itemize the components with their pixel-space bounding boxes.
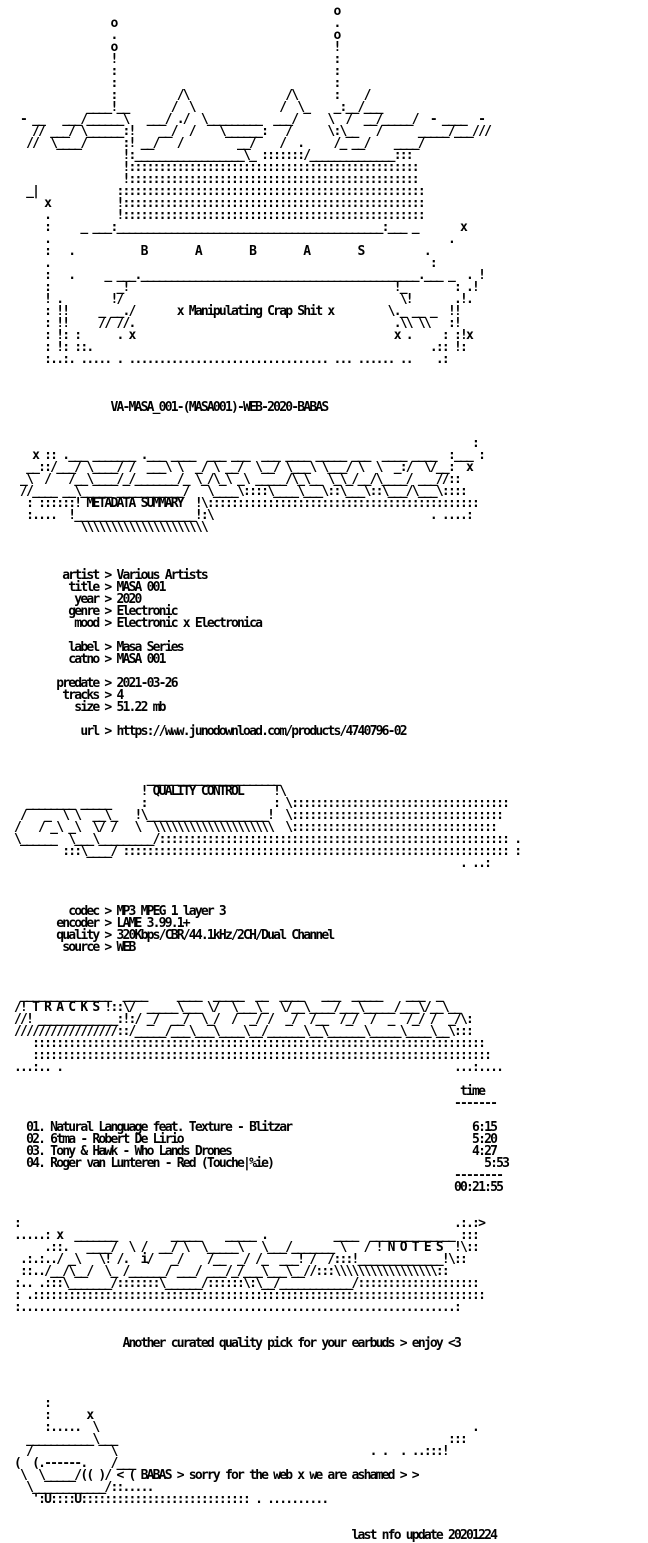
nfo-line: !::::::::::::::::::::::::::::::::::::::::::::::::: [8, 172, 418, 187]
nfo-line: [0, 534, 648, 546]
nfo-line: // \____/ :! __/ / __/ / . /_ __/ ____/: [8, 136, 424, 151]
nfo-line: :.... !____________________!:\ . ....:: [8, 508, 473, 523]
nfo-line: : .:.:>: [8, 1216, 485, 1231]
nfo-line: : !: ::. .:: !:: [8, 340, 467, 355]
nfo-line: :::\____/ :::::::::::::::::::::::::::::::::::::::::::::::::::::::::::::::: :: [8, 844, 521, 859]
nfo-line: / _ \ \ __\_ !\____________________! \:::::::::::::::::::::::::::::::::::: [8, 808, 503, 823]
nfo-line: !::::::::::::::::::::::::::::::::::::::::::::::::: [8, 160, 418, 175]
nfo-line: [0, 870, 648, 882]
nfo-line: __::/___/ \____/ / ___\ \ _/ \ __/ \__/ \___\ \___/ \ \ _:/ \/__: x: [8, 460, 473, 475]
nfo-line: encoder > LAME 3.99.1+: [8, 916, 189, 931]
nfo-line: _\ / /__\____/_/_______/_ \_/\_\ _\ _____/\_\__ \_\_/__/\____/ ___//::: [8, 472, 461, 487]
nfo-line: x :: .___ _______ .___ ____ ___ ___ ___ ____ _____ ___ ____ ____ :___ :: [8, 448, 485, 463]
nfo-line: [0, 378, 648, 390]
nfo-ascii-document: [0, 4, 648, 1543]
nfo-line: . ..:: [8, 856, 491, 871]
nfo-line: / \ . . . ..:::!: [8, 1444, 448, 1459]
nfo-line: :: [8, 436, 479, 451]
nfo-line: : . B A B A S .: [8, 244, 430, 259]
nfo-line: [0, 1362, 648, 1374]
nfo-line: predate > 2021-03-26: [8, 676, 177, 691]
nfo-line: 03. Tony & Hawk - Who Lands Drones 4:27: [8, 1144, 497, 1159]
nfo-line: [0, 750, 648, 762]
nfo-line: ______________________: [8, 772, 280, 787]
nfo-line: [0, 414, 648, 426]
nfo-line: /////////////////::/_____/___\___\____\__/______\__\______\_____\____\__\:::: [8, 1024, 473, 1039]
nfo-line: last nfo update 20201224: [8, 1528, 497, 1543]
nfo-line: .:.:../ _\ \! /. i/ _/ /__ _/ /_ ___! / /:::!______________!\::: [8, 1252, 467, 1267]
nfo-line: [0, 738, 648, 750]
nfo-line: time: [8, 1084, 485, 1099]
nfo-line: x !::::::::::::::::::::::::::::::::::::::::::::::::::: [8, 196, 424, 211]
nfo-line: : _! !_ : .!: [8, 280, 479, 295]
nfo-line: ::::::::::::::::::::::::::::::::::::::::::::::::::::::::::::::::::::::::::::: [8, 1048, 491, 1063]
nfo-line: :.. .:::\_______/:::::::\______/::::::\:\__/____________/::::::::::::::::::::: [8, 1276, 479, 1291]
nfo-line: /! T R A C K S !::\/ _____\___ \/ \___\_ \/__\____/___\_____/___\/__\__: [8, 1000, 461, 1015]
nfo-line: . .: [8, 232, 454, 247]
nfo-line: 02. 6tma - Robert De Lirio 5:20: [8, 1132, 497, 1147]
nfo-line: :..:. ..... . ................................. ... ...... .. .:: [8, 352, 448, 367]
nfo-line: //____ __\_____ ___________/ \____\::::\____\___\::\___\::\___/\___\::::: [8, 484, 467, 499]
nfo-line: 04. Roger van Lunteren - Red (Touche|%ie) 5:53: [8, 1156, 509, 1171]
nfo-line: _______________ ____ ____ _____ __ ____ ___ _____ ___ _: [8, 988, 442, 1003]
nfo-line: [0, 954, 648, 966]
nfo-line: genre > Electronic: [8, 604, 177, 619]
nfo-line: ( (.------. /___: [8, 1456, 135, 1471]
nfo-line: . :: [8, 256, 436, 271]
nfo-line: : :: [8, 76, 340, 91]
nfo-line: [0, 1386, 648, 1398]
nfo-line: ____!__ / \ / \_ _:__/___: [8, 100, 382, 115]
nfo-line: quality > 320Kbps/CBR/44.1kHz/2CH/Dual Channel: [8, 928, 334, 943]
nfo-line: : !! _ __./ x Manipulating Crap Shit x \._ __ _ !!: [8, 304, 461, 319]
nfo-line: _| :::::::::::::::::::::::::::::::::::::::::::::::::::: [8, 184, 424, 199]
nfo-line: [0, 966, 648, 978]
nfo-line: : x: [8, 1408, 93, 1423]
nfo-line: source > WEB: [8, 940, 135, 955]
nfo-line: o !: [8, 40, 340, 55]
nfo-line: \ \_____/(( )/ < ( BABAS > sorry for the web x we are ashamed > >: [8, 1468, 418, 1483]
nfo-line: : _ ___:____________________________________________:___ _ x: [8, 220, 467, 235]
nfo-line: ':U::::U:::::::::::::::::::::::::::: . ..........: [8, 1492, 328, 1507]
nfo-line: [0, 1374, 648, 1386]
nfo-line: [0, 1506, 648, 1518]
nfo-line: mood > Electronic x Electronica: [8, 616, 262, 631]
nfo-line: :........................................................................:: [8, 1300, 461, 1315]
nfo-line: // ___/ \______:! __/ / \______: / \:\__ / _____/___///: [8, 124, 491, 139]
nfo-line: o .: [8, 16, 340, 31]
nfo-line: :..... \ .: [8, 1420, 479, 1435]
nfo-line: : . _ ___.______________________________________________.___ _ . !: [8, 268, 485, 283]
nfo-line: ! :: [8, 52, 340, 67]
nfo-line: - __ ___/______\ ___/ ./ \_________ ___/ \ / __/_____/ - ____ -: [8, 112, 485, 127]
nfo-line: :: [8, 1396, 51, 1411]
nfo-line: . o: [8, 28, 340, 43]
nfo-line: / / _\ _\ \/ / \ \\\\\\\\\\\\\\\\\\\\ \::::::::::::::::::::::::::::::::::: [8, 820, 497, 835]
nfo-line: .::. ____/ \ / __/ \ \_____\ \___/_______ \ / ! N O T E S !\::: [8, 1240, 479, 1255]
nfo-line: [0, 1194, 648, 1206]
nfo-line: size > 51.22 mb: [8, 700, 165, 715]
nfo-line: codec > MP3 MPEG 1 layer 3: [8, 904, 225, 919]
nfo-line: label > Masa Series: [8, 640, 183, 655]
nfo-line: -------: [8, 1096, 497, 1111]
nfo-line: :::::::::::::::::::::::::::::::::::::::::::::::::::::::::::::::::::::::::::: [8, 1036, 485, 1051]
nfo-line: : !! // //. .\\ \\ :!: [8, 316, 461, 331]
nfo-line: ::../__/\__/ \_ /______/ ___/ ___/_/___\___\__//:::\\\\\\\\\\\\\\\\\::: [8, 1264, 448, 1279]
nfo-line: \____________/::.....: [8, 1480, 153, 1495]
nfo-line: [0, 882, 648, 894]
nfo-line: [0, 1350, 648, 1362]
nfo-line: 00:21:55: [8, 1180, 503, 1195]
nfo-line: . !::::::::::::::::::::::::::::::::::::::::::::::::::: [8, 208, 424, 223]
nfo-line: !:__________________\_ :::::::/______________:::: [8, 148, 412, 163]
nfo-line: ! . !/ \! .!.: [8, 292, 473, 307]
nfo-line: : !: : . x x . : :!x: [8, 328, 473, 343]
nfo-line: \______ \___\_________/:::::::::::::::::::::::::::::::::::::::::::::::::::::::::: .: [8, 832, 521, 847]
nfo-line: o: [8, 4, 340, 19]
nfo-line: Another curated quality pick for your earbuds > enjoy <3: [8, 1336, 461, 1351]
nfo-line: \\\\\\\\\\\\\\\\\\\\\: [8, 520, 207, 535]
nfo-line: year > 2020: [8, 592, 141, 607]
nfo-line: title > MASA 001: [8, 580, 165, 595]
nfo-line: ...:.. . ...:....: [8, 1060, 503, 1075]
nfo-line: //! _____________:!:/ _/ __/ \_/ / _/ / _/ /__ /_/ / _ /_/ / _/\:: [8, 1012, 473, 1027]
nfo-line: ________ _____ : : \::::::::::::::::::::::::::::::::::::: [8, 796, 509, 811]
nfo-line: url > https://www.junodownload.com/products/4740796-02: [8, 724, 406, 739]
nfo-line: tracks > 4: [8, 688, 123, 703]
nfo-line: : :: [8, 64, 340, 79]
nfo-line: --------: [8, 1168, 503, 1183]
nfo-line: : .:::::::::::::::::::::::::::::::::::::::::::::::::::::::::::::::::::::::::::: [8, 1288, 485, 1303]
nfo-line: artist > Various Artists: [8, 568, 207, 583]
nfo-line: catno > MASA 001: [8, 652, 165, 667]
nfo-line: : ::::::! METADATA SUMMARY !\:::::::::::::::::::::::::::::::::::::::::::::: [8, 496, 479, 511]
nfo-line: [0, 546, 648, 558]
nfo-line: .....: x _______ _____ _____ . ____ ______________ :::: [8, 1228, 479, 1243]
nfo-line: [0, 1314, 648, 1326]
nfo-line: 01. Natural Language feat. Texture - Blitzar 6:15: [8, 1120, 497, 1135]
nfo-line: VA-MASA_001-(MASA001)-WEB-2020-BABAS: [8, 400, 328, 415]
nfo-line: ___________\___ :::: [8, 1432, 467, 1447]
nfo-line: ! QUALITY CONTROL !\: [8, 784, 286, 799]
nfo-line: [0, 366, 648, 378]
nfo-line: : /\ /\ : /: [8, 88, 370, 103]
